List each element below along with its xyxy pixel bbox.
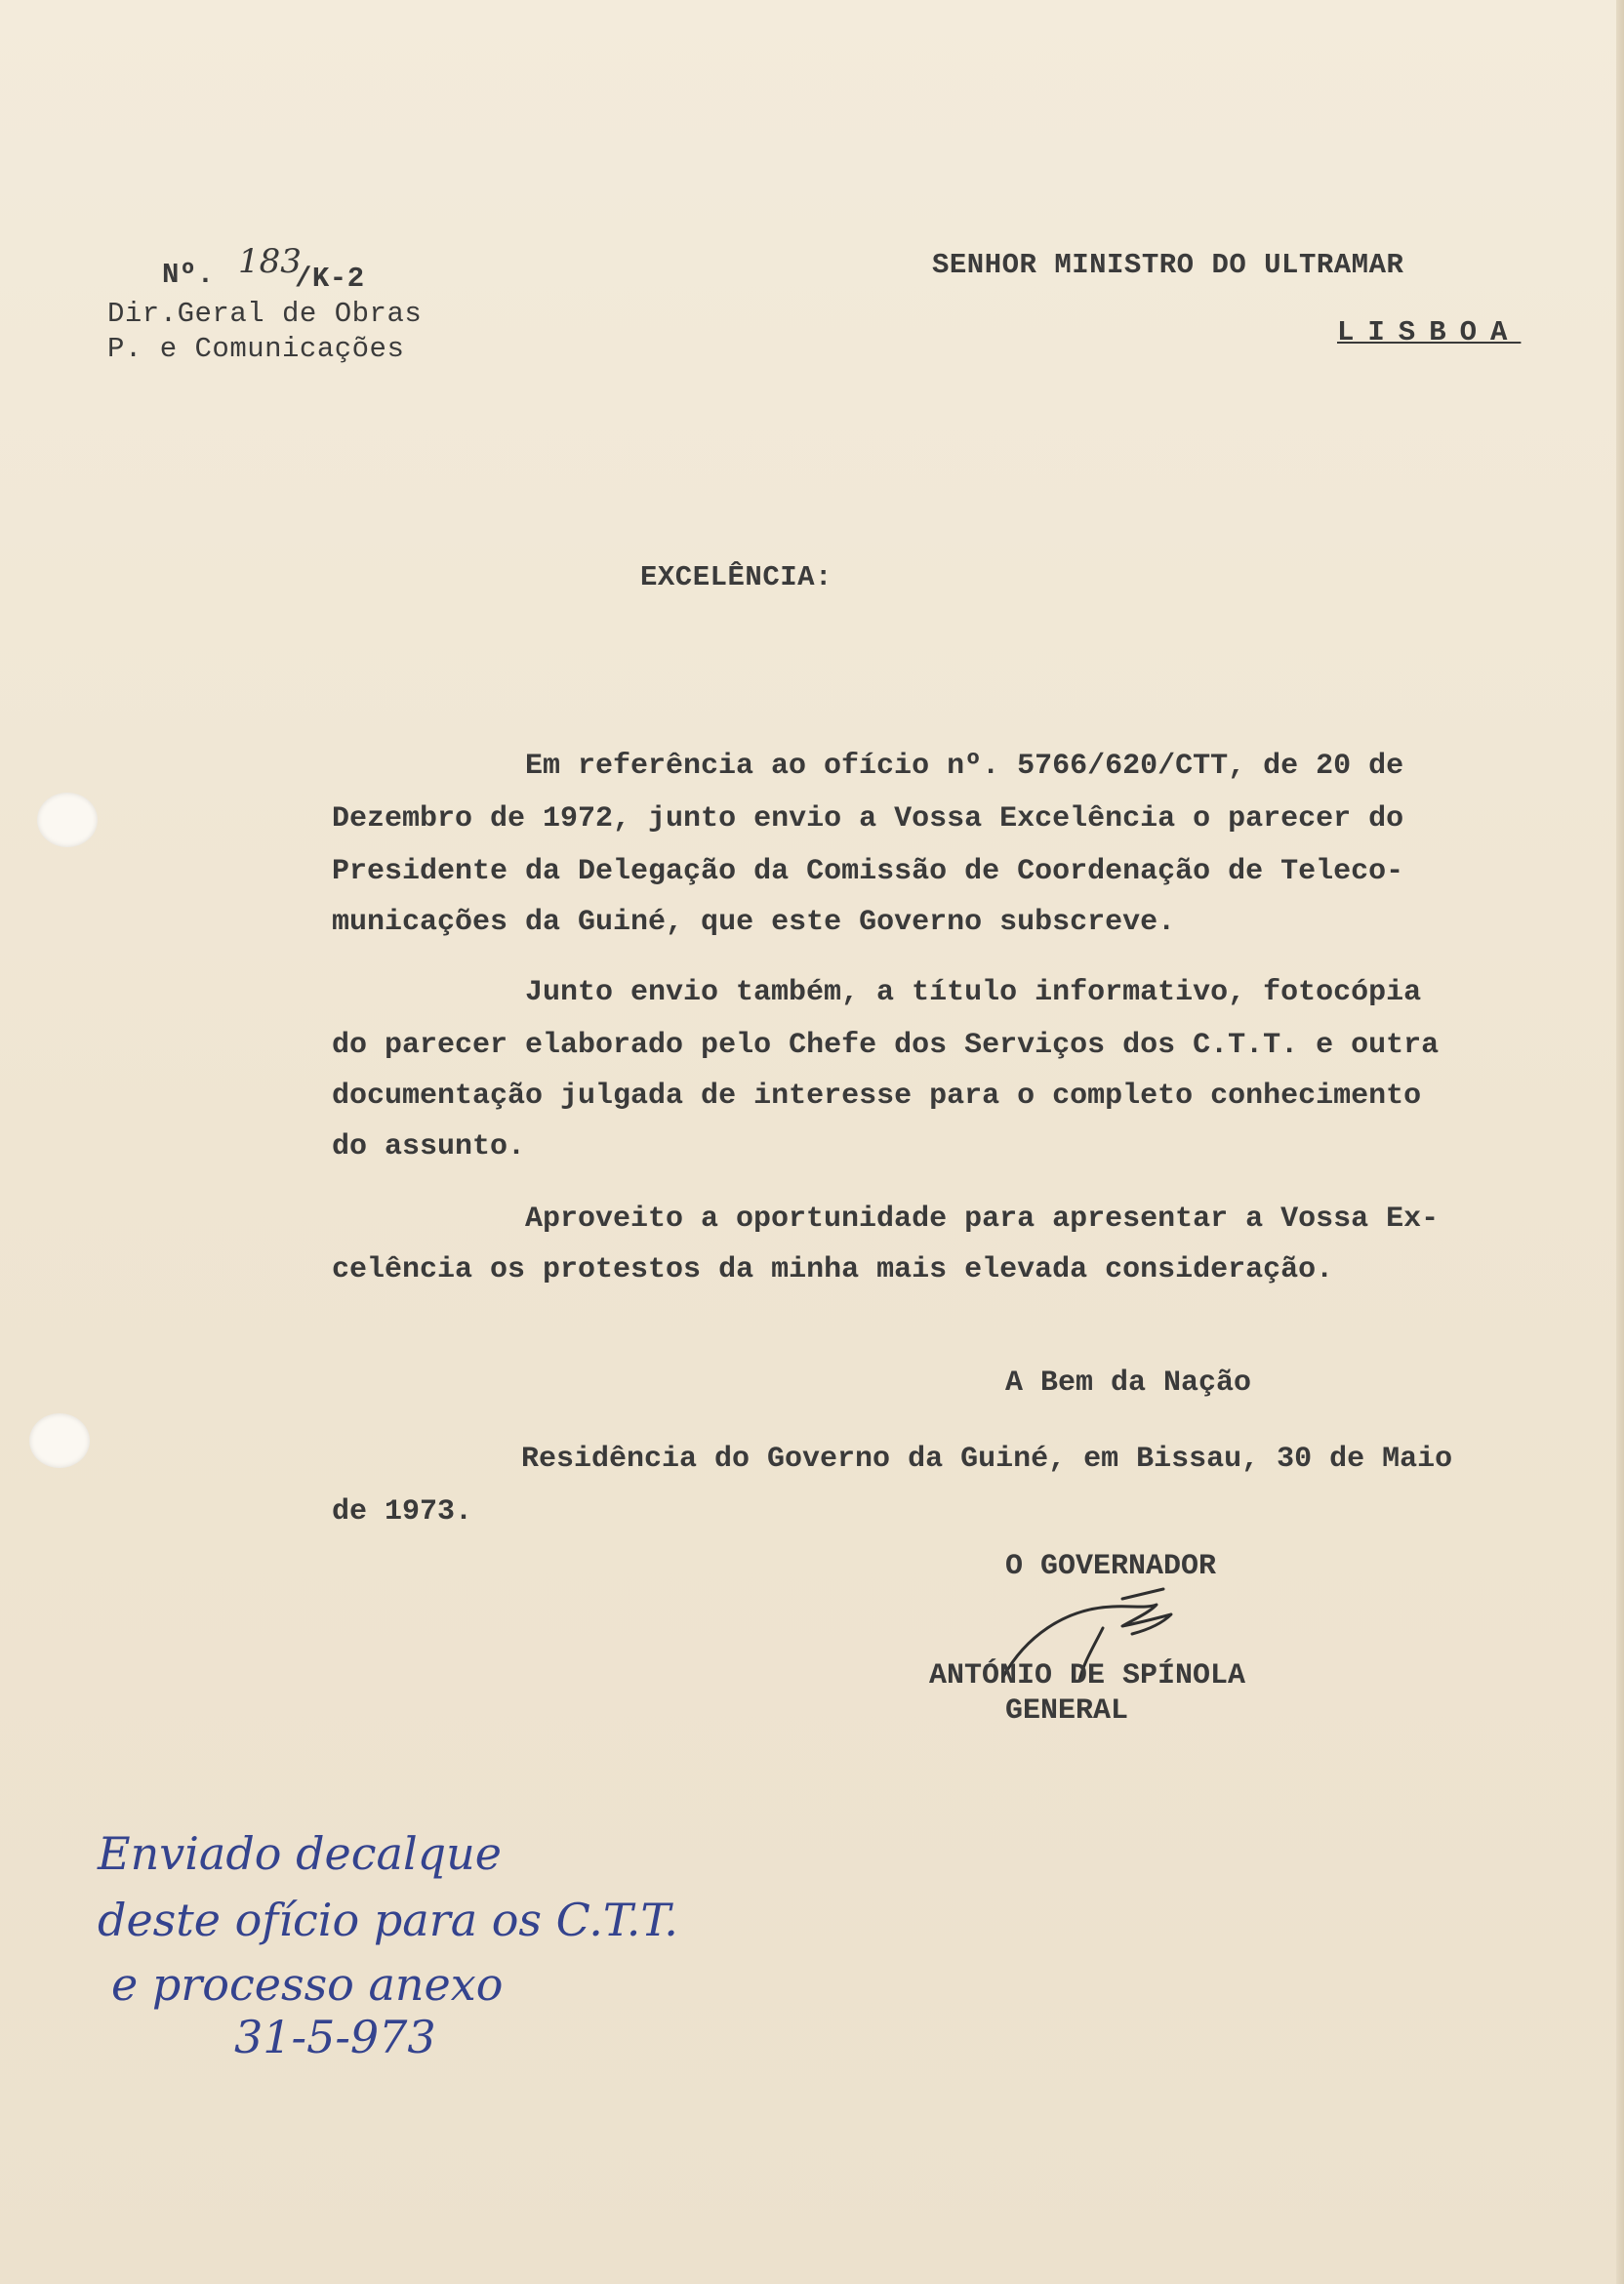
paragraph-1-line-4: municações da Guiné, que este Governo subscreve. — [332, 906, 1176, 939]
paragraph-2-line-3: documentação julgada de interesse para o completo conhecimento — [332, 1080, 1422, 1113]
paragraph-2-line-2: do parecer elaborado pelo Chefe dos Serviços dos C.T.T. e outra — [332, 1029, 1440, 1062]
closing-motto: A Bem da Nação — [1005, 1366, 1252, 1400]
place-date-line-1: Residência do Governo da Guiné, em Bissau, 30 de Maio — [521, 1443, 1453, 1476]
paragraph-1-line-3: Presidente da Delegação da Comissão de Coordenação de Teleco- — [332, 855, 1404, 888]
reference-number-handwritten: 183 — [238, 242, 302, 281]
place-date-line-2: de 1973. — [332, 1495, 473, 1529]
reference-number-suffix: /K-2 — [295, 263, 365, 295]
addressee-city: LISBOA — [1337, 316, 1522, 348]
reference-number-prefix: Nº. — [162, 259, 215, 291]
paragraph-2-line-4: do assunto. — [332, 1130, 526, 1163]
department-line-1: Dir.Geral de Obras — [107, 298, 423, 330]
paragraph-1-line-2: Dezembro de 1972, junto envio a Vossa Excelência o parecer do — [332, 802, 1404, 836]
signatory-title: O GOVERNADOR — [1005, 1550, 1217, 1583]
punch-hole-bottom — [29, 1413, 90, 1468]
paper-edge — [1616, 0, 1624, 2284]
handwritten-note-date: 31-5-973 — [234, 2011, 436, 2063]
handwritten-note-line-3: e processo anexo — [111, 1958, 504, 2011]
department-line-2: P. e Comunicações — [107, 333, 405, 365]
salutation: EXCELÊNCIA: — [640, 561, 832, 593]
paragraph-3-line-2: celência os protestos da minha mais elevada consideração. — [332, 1253, 1334, 1286]
paragraph-1-line-1: Em referência ao ofício nº. 5766/620/CTT, de 20 de — [525, 750, 1404, 783]
paragraph-2-line-1: Junto envio também, a título informativo, fotocópia — [525, 976, 1422, 1009]
punch-hole-top — [37, 793, 98, 847]
signatory-name: ANTÓNIO DE SPÍNOLA — [929, 1659, 1246, 1693]
handwritten-note-line-1: Enviado decalque — [98, 1827, 502, 1880]
paragraph-3-line-1: Aproveito a oportunidade para apresentar a Vossa Ex- — [525, 1203, 1440, 1236]
handwritten-note-line-2: deste ofício para os C.T.T. — [98, 1894, 678, 1946]
addressee: SENHOR MINISTRO DO ULTRAMAR — [932, 249, 1404, 281]
signatory-rank: GENERAL — [1005, 1694, 1129, 1728]
